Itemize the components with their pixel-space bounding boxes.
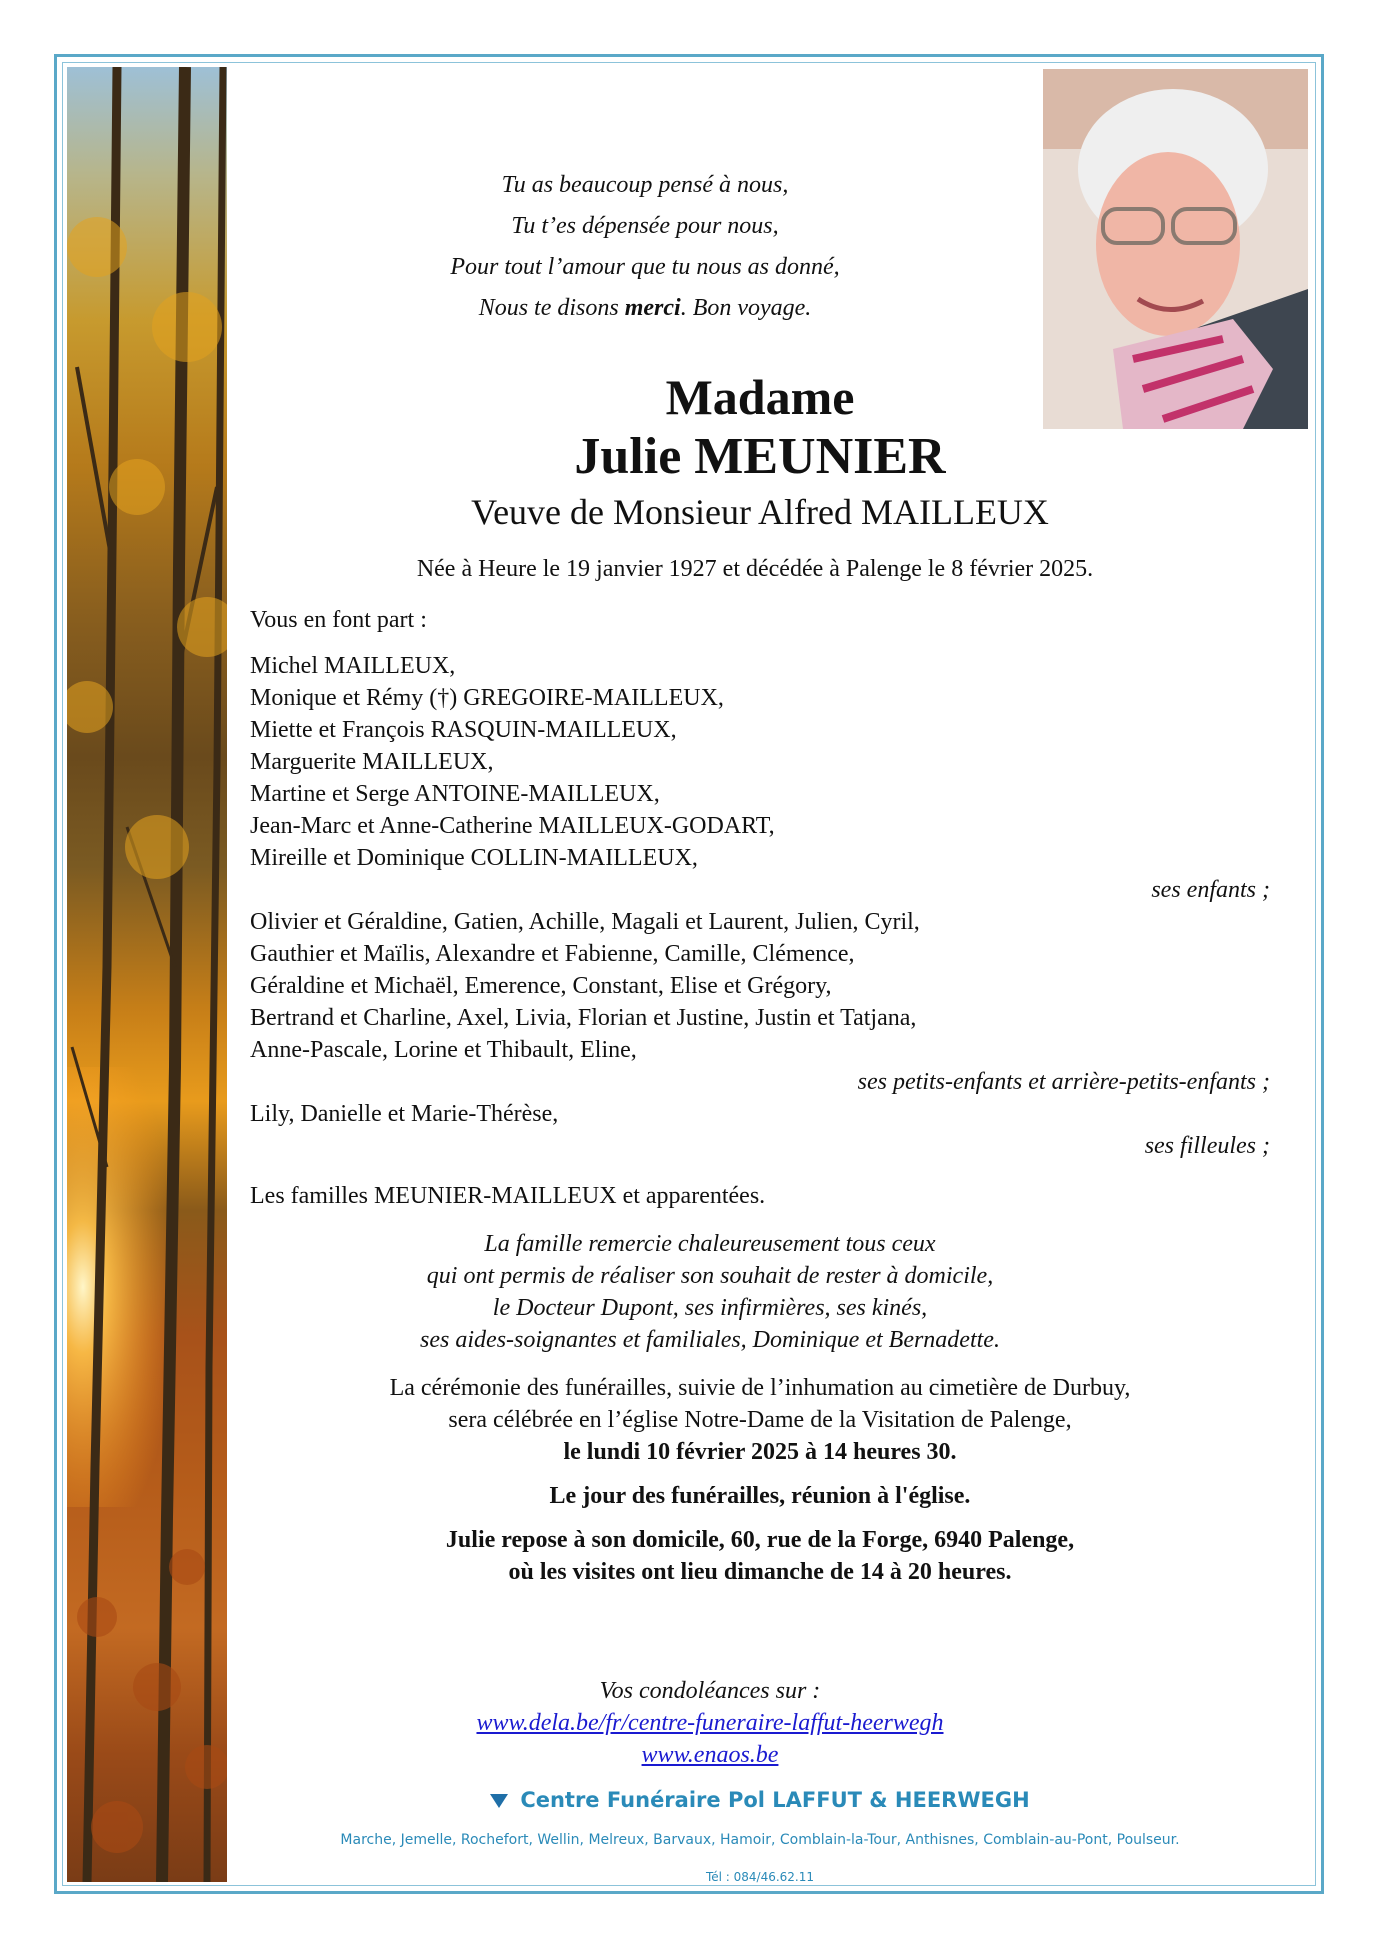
grandchild-line: Bertrand et Charline, Axel, Livia, Florian et Justine, Justin et Tatjana, bbox=[250, 1005, 917, 1031]
funeral-home-places: Marche, Jemelle, Rochefort, Wellin, Melreux, Barvaux, Hamoir, Comblain-la-Tour, Anthisnes, Comblain-au-Pont, Poulseur. bbox=[340, 1832, 1180, 1848]
ceremony-line: sera célébrée en l’église Notre-Dame de la Visitation de Palenge, bbox=[448, 1407, 1072, 1433]
families-line: Les familles MEUNIER-MAILLEUX et apparentées. bbox=[250, 1183, 766, 1209]
civility-title: Madame bbox=[665, 369, 855, 425]
grandchild-line: Géraldine et Michaël, Emerence, Constant, Elise et Grégory, bbox=[250, 973, 832, 999]
poem bbox=[340, 165, 950, 329]
dela-link[interactable]: www.dela.be/fr/centre-funeraire-laffut-heerwegh bbox=[476, 1710, 944, 1736]
ceremony-line: La cérémonie des funérailles, suivie de l’inhumation au cimetière de Durbuy, bbox=[389, 1375, 1131, 1401]
children-label: ses enfants ; bbox=[1151, 877, 1270, 903]
birth-death-line: Née à Heure le 19 janvier 1927 et décédée à Palenge le 8 février 2025. bbox=[416, 556, 1094, 582]
thanks-line: qui ont permis de réaliser son souhait de rester à domicile, bbox=[426, 1263, 994, 1289]
triangle-down-icon bbox=[490, 1794, 508, 1808]
ceremony-date: le lundi 10 février 2025 à 14 heures 30. bbox=[563, 1439, 957, 1465]
poem-line: Tu t’es dépensée pour nous, bbox=[511, 213, 779, 239]
grandchildren-label: ses petits-enfants et arrière-petits-enfants ; bbox=[857, 1069, 1270, 1095]
ceremony-details bbox=[250, 1372, 1270, 1588]
poem-text: . Bon voyage. bbox=[680, 295, 812, 321]
enaos-link[interactable]: www.enaos.be bbox=[641, 1742, 779, 1768]
grandchild-line: Gauthier et Maïlis, Alexandre et Fabienne, Camille, Clémence, bbox=[250, 941, 855, 967]
funeral-home-footer bbox=[250, 1785, 1270, 1887]
funeral-home-name: Centre Funéraire Pol LAFFUT & HEERWEGH bbox=[520, 1788, 1030, 1812]
grandchild-line: Anne-Pascale, Lorine et Thibault, Eline, bbox=[250, 1037, 637, 1063]
thanks-line: La famille remercie chaleureusement tous ceux bbox=[484, 1231, 936, 1257]
rest-line: où les visites ont lieu dimanche de 14 à 20 heures. bbox=[508, 1559, 1012, 1585]
funeral-home-phone: Tél : 084/46.62.11 bbox=[705, 1870, 815, 1884]
goddaughters-label: ses filleules ; bbox=[1144, 1133, 1270, 1159]
poem-text: Nous te disons bbox=[478, 295, 625, 321]
widow-line: Veuve de Monsieur Alfred MAILLEUX bbox=[471, 492, 1049, 532]
condolences bbox=[340, 1675, 1080, 1771]
child-line: Monique et Rémy (†) GREGOIRE-MAILLEUX, bbox=[250, 685, 724, 711]
child-line: Martine et Serge ANTOINE-MAILLEUX, bbox=[250, 781, 660, 807]
poem-line: Pour tout l’amour que tu nous as donné, bbox=[450, 254, 840, 280]
deceased-header bbox=[380, 368, 1140, 534]
condolences-label: Vos condoléances sur : bbox=[599, 1678, 821, 1704]
child-line: Miette et François RASQUIN-MAILLEUX, bbox=[250, 717, 677, 743]
deceased-name: Julie MEUNIER bbox=[574, 428, 946, 485]
thanks-line: ses aides-soignantes et familiales, Dominique et Bernadette. bbox=[420, 1327, 1000, 1353]
poem-line-last bbox=[340, 288, 950, 329]
family-announcement bbox=[250, 604, 1270, 1212]
child-line: Jean-Marc et Anne-Catherine MAILLEUX-GODART, bbox=[250, 813, 775, 839]
meeting-line: Le jour des funérailles, réunion à l'église. bbox=[549, 1483, 971, 1509]
thanks-line: le Docteur Dupont, ses infirmières, ses kinés, bbox=[492, 1295, 928, 1321]
child-line: Mireille et Dominique COLLIN-MAILLEUX, bbox=[250, 845, 698, 871]
funeral-home-title bbox=[250, 1785, 1270, 1815]
poem-bold-word: merci bbox=[624, 295, 681, 321]
child-line: Marguerite MAILLEUX, bbox=[250, 749, 494, 775]
autumn-forest-photo bbox=[67, 67, 227, 1882]
rest-line: Julie repose à son domicile, 60, rue de la Forge, 6940 Palenge, bbox=[445, 1527, 1075, 1553]
grandchild-line: Olivier et Géraldine, Gatien, Achille, Magali et Laurent, Julien, Cyril, bbox=[250, 909, 920, 935]
child-line: Michel MAILLEUX, bbox=[250, 653, 456, 679]
thanks-paragraph bbox=[340, 1228, 1080, 1356]
announce-line: Vous en font part : bbox=[250, 607, 427, 633]
goddaughters-line: Lily, Danielle et Marie-Thérèse, bbox=[250, 1101, 559, 1127]
poem-line: Tu as beaucoup pensé à nous, bbox=[501, 172, 789, 198]
